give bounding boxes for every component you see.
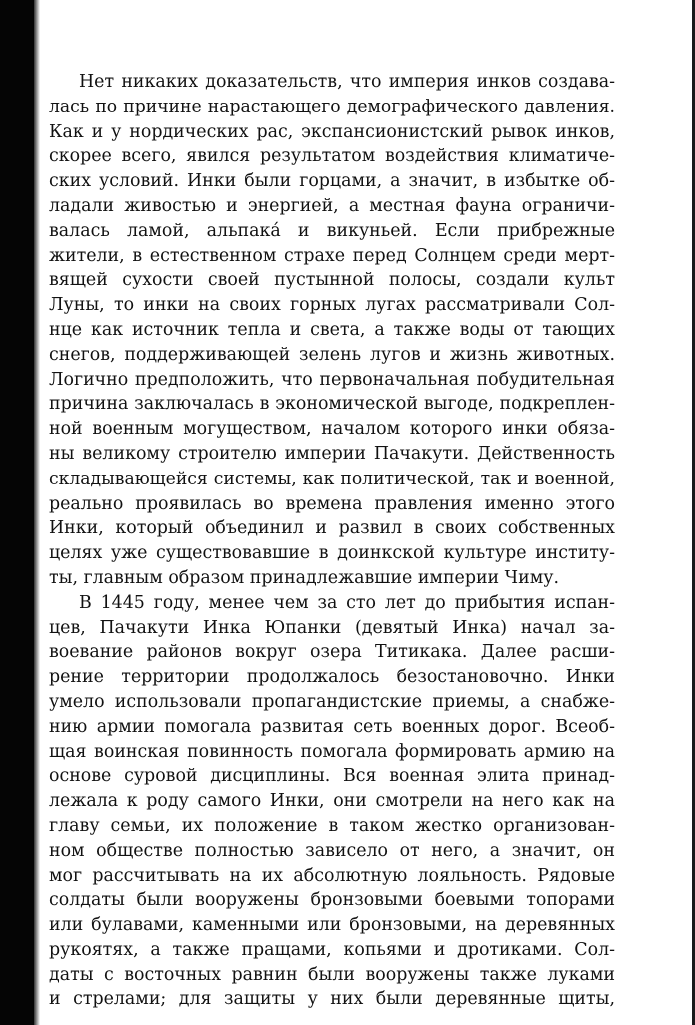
text-line: валась ламой, альпака́ и викуньей. Если прибрежные <box>49 220 615 241</box>
text-line: цев, Пачакути Инка Юпанки (девятый Инка) начал за- <box>49 617 615 638</box>
text-line: лежала к роду самого Инки, они смотрели на него как на <box>49 791 615 812</box>
text-line: Луны, то инки на своих горных лугах рассматривали Сол- <box>49 295 615 316</box>
text-line: солдаты были вооружены бронзовыми боевыми топорами <box>49 890 615 911</box>
paragraph-1 <box>49 70 615 591</box>
text-line: реально проявилась во времена правления именно этого <box>49 493 615 514</box>
text-line: ном обществе полностью зависело от него, а значит, он <box>49 840 615 861</box>
text-line: жители, в естественном страхе перед Солнцем среди мерт- <box>49 245 615 266</box>
text-line: ной военным могуществом, началом которого инки обяза- <box>49 419 615 440</box>
text-line: мог рассчитывать на их абсолютную лояльность. Рядовые <box>49 865 615 886</box>
text-line: Как и у нордических рас, экспансионистский рывок инков, <box>49 121 615 142</box>
text-line: воевание районов вокруг озера Титикака. Далее расши- <box>49 642 615 663</box>
text-line: нце как источник тепла и света, а также воды от тающих <box>49 319 615 340</box>
paragraph-2 <box>49 591 615 1013</box>
text-line: снегов, поддерживающей зелень лугов и жизнь животных. <box>49 344 615 365</box>
text-line: ладали живостью и энергией, а местная фауна ограничи- <box>49 195 615 216</box>
text-line: нию армии помогала развитая сеть военных дорог. Всеоб- <box>49 716 615 737</box>
text-line: умело использовали пропагандистские приемы, а снабже- <box>49 691 615 712</box>
text-line: Инки, который объединил и развил в своих собственных <box>49 518 615 539</box>
text-line: ны великому строителю империи Пачакути. Действенность <box>49 443 615 464</box>
text-line: Нет никаких доказательств, что империя инков создава- <box>79 72 615 92</box>
text-line: главу семьи, их положение в таком жестко организован- <box>49 815 615 836</box>
text-line: целях уже существовавшие в доинкской культуре институ- <box>49 543 615 564</box>
text-line: причина заключалась в экономической выгоде, подкреплен- <box>49 394 615 415</box>
book-spine-shadow <box>0 0 34 1025</box>
text-line: скорее всего, явился результатом воздействия климатиче- <box>49 146 615 167</box>
text-line: ских условий. Инки были горцами, а значит, в избытке об- <box>49 171 615 192</box>
page-text <box>49 70 615 1012</box>
text-line: рукоятях, а также пращами, копьями и дротиками. Сол- <box>49 939 615 960</box>
text-line: щая воинская повинность помогала формировать армию на <box>49 741 615 762</box>
text-line: Логично предположить, что первоначальная побудительная <box>49 369 615 390</box>
text-line: вящей сухости своей пустынной полосы, создали культ <box>49 270 615 291</box>
text-line: рение территории продолжалось безостановочно. Инки <box>49 667 615 688</box>
text-line: лась по причине нарастающего демографического давления. <box>49 96 615 117</box>
text-line: или булавами, каменными или бронзовыми, на деревянных <box>49 915 615 936</box>
text-line: даты с восточных равнин были вооружены также луками <box>49 964 615 985</box>
text-line: основе суровой дисциплины. Вся военная элита принад- <box>49 766 615 787</box>
text-line: ты, главным образом принадлежавшие империи Чиму. <box>49 567 559 588</box>
text-line: и стрелами; для защиты у них были деревянные щиты, <box>49 989 615 1010</box>
text-line: В 1445 году, менее чем за сто лет до прибытия испан- <box>79 592 615 613</box>
text-line: складывающейся системы, как политической, так и военной, <box>49 468 615 489</box>
